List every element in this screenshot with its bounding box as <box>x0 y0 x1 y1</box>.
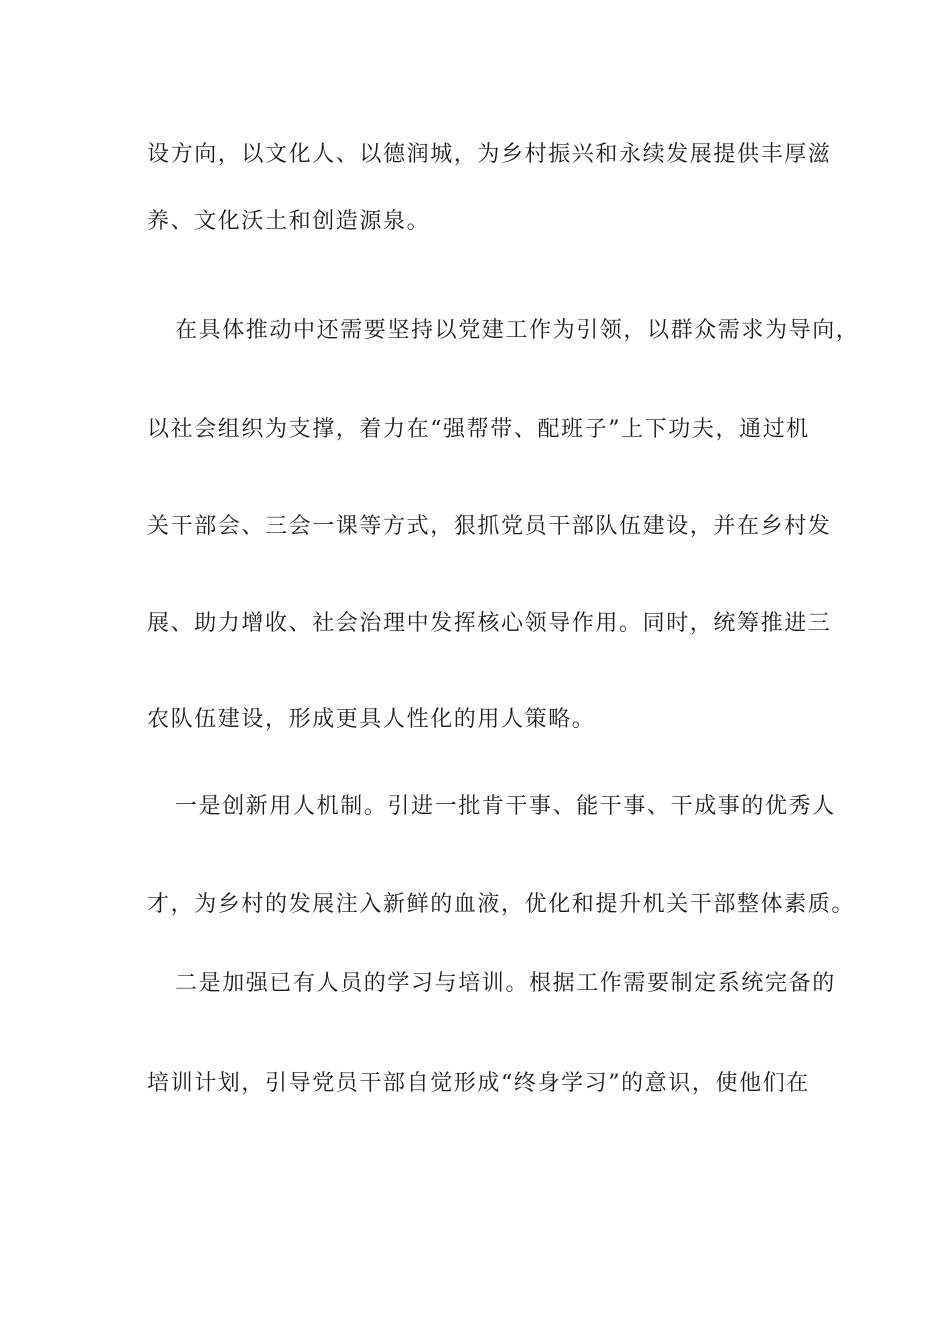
text-line: 才，为乡村的发展注入新鲜的血液，优化和提升机关干部整体素质。 <box>147 892 856 917</box>
text-line: 农队伍建设，形成更具人性化的用人策略。 <box>147 707 596 732</box>
text-line: 设方向，以文化人、以德润城，为乡村振兴和永续发展提供丰厚滋 <box>147 142 832 167</box>
text-line: 关干部会、三会一课等方式，狠抓党员干部队伍建设，并在乡村发 <box>147 514 832 539</box>
text-line: 养、文化沃土和创造源泉。 <box>147 209 431 234</box>
paragraph-first-line: 二是加强已有人员的学习与培训。根据工作需要制定系统完备的 <box>175 971 836 996</box>
text-line: 以社会组织为支撑，着力在“强帮带、配班子”上下功夫，通过机 <box>147 417 810 442</box>
paragraph-first-line: 一是创新用人机制。引进一批肯干事、能干事、干成事的优秀人 <box>175 794 836 819</box>
text-line: 培训计划，引导党员干部自觉形成“终身学习”的意识，使他们在 <box>147 1071 810 1096</box>
text-line: 展、助力增收、社会治理中发挥核心领导作用。同时，统筹推进三 <box>147 611 832 636</box>
paragraph-first-line: 在具体推动中还需要坚持以党建工作为引领，以群众需求为导向， <box>175 318 860 343</box>
